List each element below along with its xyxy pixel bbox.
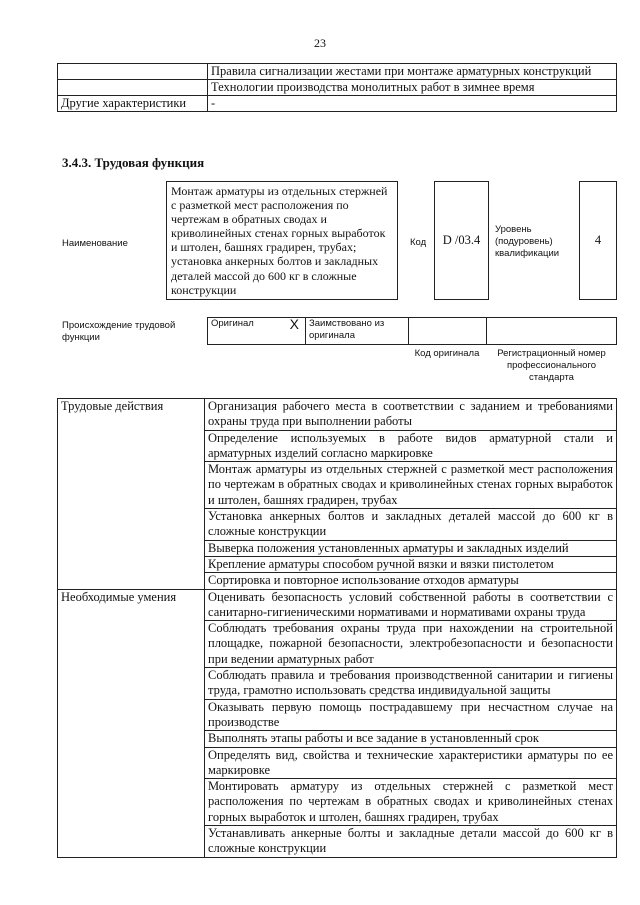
qualification-level-box: 4	[579, 181, 617, 300]
list-item: Монтаж арматуры из отдельных стержней с разметкой мест расположения по чертежам в обратных сводах и криволинейных стенах горных выработок и штолен, башнях градирен, трубах	[205, 462, 617, 509]
list-item: Соблюдать требования охраны труда при нахождении на строительной площадке, пожарной безопасности, электробезопасности и безопасности при ведении арматурных работ	[205, 621, 617, 668]
section-title: 3.4.3. Трудовая функция	[62, 155, 205, 170]
row-value: -	[208, 96, 617, 112]
original-label: Оригинал	[208, 318, 268, 345]
borrowed-label: Заимствовано из оригинала	[306, 318, 409, 345]
row-label: Другие характеристики	[58, 96, 208, 112]
origin-label: Происхождение трудовой функции	[62, 320, 176, 343]
skills-label: Необходимые умения	[58, 589, 205, 857]
origin-table	[207, 317, 617, 345]
code-original-cell	[409, 318, 487, 345]
table-row	[58, 96, 617, 112]
list-item: Сортировка и повторное использование отходов арматуры	[205, 573, 617, 589]
page-number: 23	[314, 36, 326, 50]
reg-number-label: Регистрационный номер профессионального стандарта	[497, 348, 606, 383]
row-value: Правила сигнализации жестами при монтаже арматурных конструкций	[208, 64, 617, 80]
table-row	[58, 64, 617, 80]
table-row	[58, 589, 617, 621]
table-row	[208, 318, 617, 345]
list-item: Оказывать первую помощь пострадавшему при несчастном случае на производстве	[205, 699, 617, 731]
function-details-table	[57, 398, 617, 858]
row-label	[58, 80, 208, 96]
original-mark: X	[268, 318, 306, 345]
top-table	[57, 63, 617, 112]
list-item: Оценивать безопасность условий собственной работы в соответствии с санитарно-гигиеническими нормативами и нормативами охраны труда	[205, 589, 617, 621]
row-value: Технологии производства монолитных работ в зимнее время	[208, 80, 617, 96]
row-label	[58, 64, 208, 80]
list-item: Устанавливать анкерные болты и закладные детали массой до 600 кг в сложные конструкции	[205, 826, 617, 858]
reg-number-cell	[487, 318, 617, 345]
list-item: Организация рабочего места в соответствии с заданием и требованиями охраны труда при выполнении работы	[205, 399, 617, 431]
list-item: Установка анкерных болтов и закладных деталей массой до 600 кг в сложные конструкции	[205, 509, 617, 541]
code-label: Код	[410, 237, 427, 248]
function-name-box: Монтаж арматуры из отдельных стержней с разметкой мест расположения по чертежам в обратных сводах и криволинейных стенах горных выработок и штолен, башнях градирен, трубах; установка анкерных болтов и закладных деталей массой до 600 кг в сложные конструкции	[166, 181, 398, 300]
list-item: Определять вид, свойства и технические характеристики арматуры по ее маркировке	[205, 747, 617, 779]
list-item: Монтировать арматуру из отдельных стержней с разметкой мест расположения по чертежам в обратных сводах и криволинейных стенах горных выработок и штолен, башнях градирен, трубах	[205, 779, 617, 826]
function-code-box: D /03.4	[434, 181, 489, 300]
name-label: Наименование	[62, 238, 128, 249]
code-original-label: Код оригинала	[414, 348, 480, 359]
list-item: Выполнять этапы работы и все задание в установленный срок	[205, 731, 617, 747]
labor-actions-label: Трудовые действия	[58, 399, 205, 590]
list-item: Определение используемых в работе видов арматурной стали и арматурных изделий согласно маркировке	[205, 430, 617, 462]
table-row	[58, 80, 617, 96]
list-item: Соблюдать правила и требования производственной санитарии и гигиены труда, грамотно использовать средства индивидуальной защиты	[205, 668, 617, 700]
table-row	[58, 399, 617, 431]
qualification-level-label: Уровень (подуровень) квалификации	[495, 224, 560, 259]
list-item: Крепление арматуры способом ручной вязки и вязки пистолетом	[205, 556, 617, 572]
list-item: Выверка положения установленных арматуры и закладных изделий	[205, 540, 617, 556]
